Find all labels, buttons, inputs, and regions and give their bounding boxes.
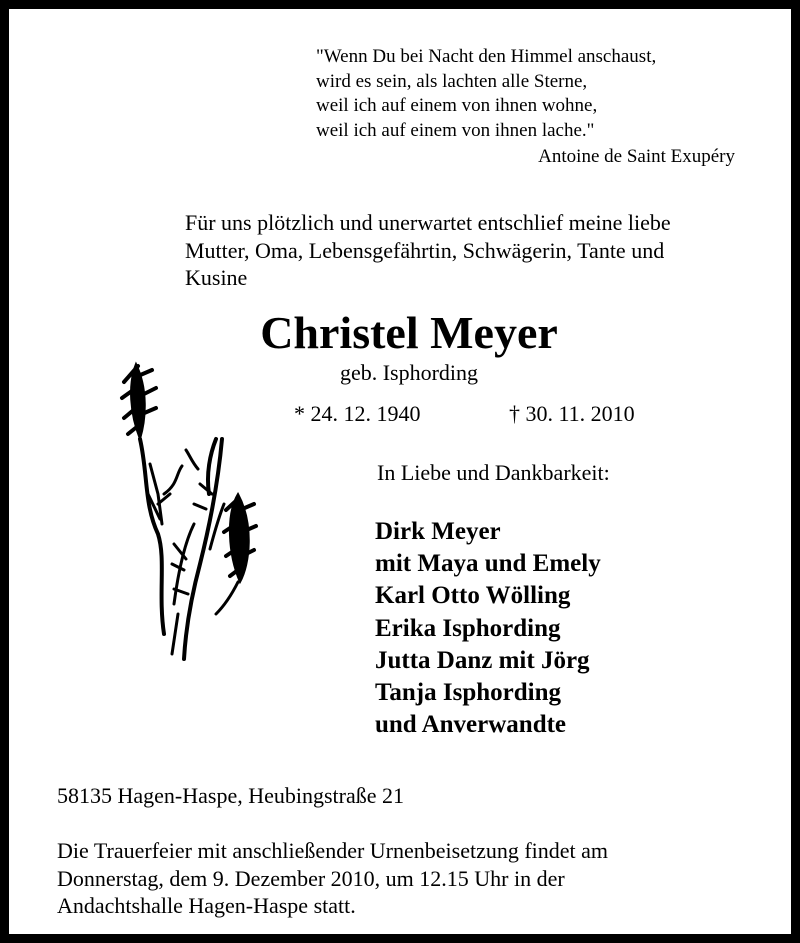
mourner-name: Erika Isphording <box>375 614 561 642</box>
intro-line: Mutter, Oma, Lebensgefährtin, Schwägerin, Tante und <box>185 237 665 263</box>
mourner-name: mit Maya und Emely <box>375 550 601 578</box>
mourner-name: und Anverwandte <box>375 711 567 739</box>
quote-line: wird es sein, als lachten alle Sterne, <box>316 70 588 92</box>
mourners-list <box>375 516 601 741</box>
quote-line: weil ich auf einem von ihnen lache." <box>316 119 595 141</box>
ceremony-line: Die Trauerfeier mit anschließender Urnenbeisetzung findet am <box>57 838 609 863</box>
death-date: † 30. 11. 2010 <box>509 401 635 426</box>
quote-line: weil ich auf einem von ihnen wohne, <box>316 95 598 116</box>
intro-text <box>185 209 745 292</box>
mourner-name: Karl Otto Wölling <box>375 582 571 610</box>
birth-name: geb. Isphording <box>339 360 479 385</box>
ceremony-line: Donnerstag, dem 9. Dezember 2010, um 12.15 Uhr in der <box>57 865 565 891</box>
thanks-line: In Liebe und Dankbarkeit: <box>377 460 610 485</box>
mourner-name: Tanja Isphording <box>375 679 561 707</box>
quote-line: "Wenn Du bei Nacht den Himmel anschaust, <box>316 46 657 67</box>
intro-line: Kusine <box>185 265 248 290</box>
wheat-ears-icon <box>114 344 264 669</box>
quote <box>316 45 656 143</box>
mourner-name: Dirk Meyer <box>375 518 501 545</box>
quote-author: Antoine de Saint Exupéry <box>538 146 735 167</box>
intro-line: Für uns plötzlich und unerwartet entschlief meine liebe <box>185 210 671 235</box>
birth-date: * 24. 12. 1940 <box>294 401 421 426</box>
ceremony-line: Andachtshalle Hagen-Haspe statt. <box>57 893 356 918</box>
address: 58135 Hagen-Haspe, Heubingstraße 21 <box>57 783 405 808</box>
mourner-name: Jutta Danz mit Jörg <box>375 646 590 674</box>
deceased-name: Christel Meyer <box>260 307 558 358</box>
ceremony-info <box>57 837 757 920</box>
